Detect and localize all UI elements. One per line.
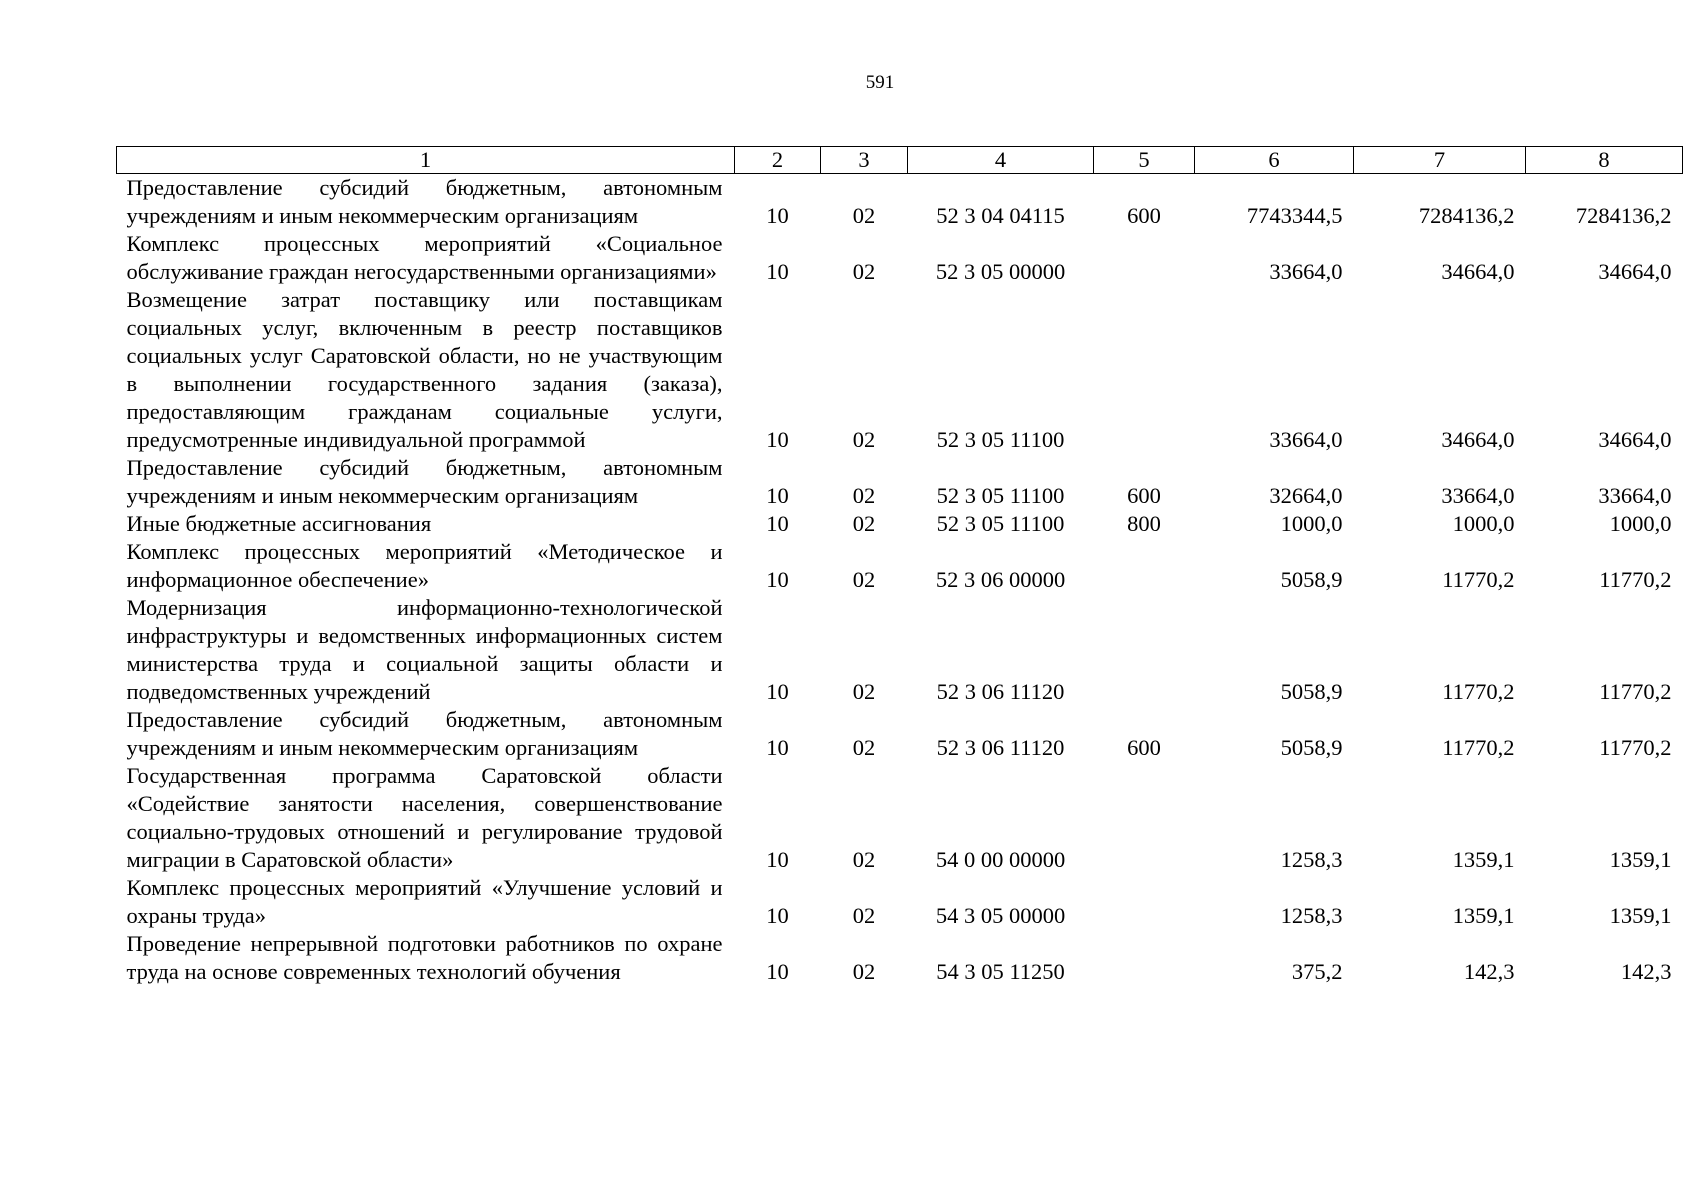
header-row: [117, 147, 1683, 174]
row-expense-type: 600: [1127, 483, 1161, 508]
row-value-8: 34664,0: [1598, 259, 1672, 284]
row-name: [117, 706, 735, 762]
row-value-7: 34664,0: [1441, 427, 1515, 452]
row-name: [117, 510, 735, 538]
row-section: 10: [766, 203, 789, 228]
row-name-text: Комплекс процессных мероприятий «Улучшение условий и охраны труда»: [126, 875, 723, 928]
row-subsection: 02: [852, 511, 876, 536]
row-name: [117, 538, 735, 594]
row-value-7: 1359,1: [1452, 903, 1515, 928]
row-value-7: 33664,0: [1441, 483, 1515, 508]
table-row: [117, 510, 1683, 538]
row-value-8: 1359,1: [1609, 903, 1672, 928]
row-expense-type: [1094, 874, 1195, 930]
table-row: [117, 706, 1683, 762]
row-subsection: 02: [852, 959, 876, 984]
header-col-2: 2: [735, 147, 821, 174]
header-col-7: 7: [1354, 147, 1526, 174]
row-value-6: 5058,9: [1280, 567, 1343, 592]
row-value-6: 33664,0: [1269, 427, 1343, 452]
row-section: 10: [766, 511, 789, 536]
row-name-text: Государственная программа Саратовской области «Содействие занятости населения, совершенствование социально-трудовых отношений и регулирование трудовой миграции в Саратовской области»: [126, 763, 723, 872]
row-name: [117, 762, 735, 874]
row-subsection: 02: [852, 735, 876, 760]
row-section: 10: [766, 903, 789, 928]
row-subsection: 02: [852, 427, 876, 452]
row-section: 10: [766, 959, 789, 984]
row-name: [117, 174, 735, 231]
row-name-text: Проведение непрерывной подготовки работников по охране труда на основе современных технологий обучения: [126, 931, 723, 984]
row-value-6: 1258,3: [1280, 847, 1343, 872]
table-row: [117, 230, 1683, 286]
table-row: [117, 594, 1683, 706]
row-value-6: 1000,0: [1280, 511, 1343, 536]
header-col-8: 8: [1526, 147, 1683, 174]
row-target: 52 3 05 00000: [935, 259, 1066, 284]
row-value-6: 5058,9: [1280, 679, 1343, 704]
row-value-7: 11770,2: [1442, 567, 1515, 592]
table-row: [117, 874, 1683, 930]
row-target: 54 3 05 00000: [935, 903, 1066, 928]
row-target: 52 3 06 11120: [936, 679, 1065, 704]
row-section: 10: [766, 847, 789, 872]
row-value-7: 11770,2: [1442, 679, 1515, 704]
row-expense-type: [1094, 594, 1195, 706]
row-target: 52 3 06 00000: [935, 567, 1066, 592]
row-expense-type: 800: [1127, 511, 1161, 536]
row-target: 52 3 05 11100: [936, 511, 1065, 536]
row-target: 52 3 06 11120: [936, 735, 1065, 760]
row-target: 54 0 00 00000: [935, 847, 1066, 872]
row-subsection: 02: [852, 679, 876, 704]
row-subsection: 02: [852, 903, 876, 928]
row-name-text: Иные бюджетные ассигнования: [126, 511, 432, 536]
row-subsection: 02: [852, 483, 876, 508]
row-value-6: 375,2: [1291, 959, 1343, 984]
row-expense-type: 600: [1127, 735, 1161, 760]
header-col-1: 1: [117, 147, 735, 174]
row-expense-type: [1094, 538, 1195, 594]
row-name: [117, 286, 735, 454]
row-section: 10: [766, 679, 789, 704]
row-name-text: Предоставление субсидий бюджетным, автономным учреждениям и иным некоммерческим организациям: [126, 707, 723, 760]
row-section: 10: [766, 259, 789, 284]
table-row: [117, 454, 1683, 510]
row-expense-type: [1094, 930, 1195, 986]
row-value-8: 1000,0: [1609, 511, 1672, 536]
row-value-8: 11770,2: [1599, 735, 1672, 760]
row-value-8: 142,3: [1620, 959, 1672, 984]
row-value-6: 32664,0: [1269, 483, 1343, 508]
page-number: 591: [865, 72, 895, 93]
row-subsection: 02: [852, 847, 876, 872]
row-target: 52 3 05 11100: [936, 427, 1065, 452]
row-target: 54 3 05 11250: [936, 959, 1065, 984]
row-expense-type: [1094, 230, 1195, 286]
header-col-4: 4: [908, 147, 1094, 174]
row-value-8: 11770,2: [1599, 679, 1672, 704]
row-section: 10: [766, 427, 789, 452]
row-name: [117, 230, 735, 286]
table-row: [117, 174, 1683, 231]
budget-table: [116, 146, 1683, 986]
header-col-3: 3: [821, 147, 908, 174]
row-name: [117, 874, 735, 930]
row-value-8: 7284136,2: [1575, 203, 1672, 228]
row-value-7: 1000,0: [1452, 511, 1515, 536]
row-name-text: Возмещение затрат поставщику или поставщикам социальных услуг, включенным в реестр поставщиков социальных услуг Саратовской области, но не участвующим в выполнении государственного задания (заказа), предоставляющим гражданам социальные услуги, предусмотренные индивидуальной программой: [126, 287, 723, 452]
row-value-6: 1258,3: [1280, 903, 1343, 928]
row-value-7: 7284136,2: [1418, 203, 1515, 228]
row-subsection: 02: [852, 203, 876, 228]
row-name-text: Предоставление субсидий бюджетным, автономным учреждениям и иным некоммерческим организациям: [126, 455, 723, 508]
row-value-7: 142,3: [1463, 959, 1515, 984]
row-value-8: 1359,1: [1609, 847, 1672, 872]
row-value-8: 11770,2: [1599, 567, 1672, 592]
table-header: [117, 147, 1683, 174]
row-subsection: 02: [852, 259, 876, 284]
row-name-text: Предоставление субсидий бюджетным, автономным учреждениям и иным некоммерческим организациям: [126, 175, 723, 228]
table-row: [117, 930, 1683, 986]
row-value-7: 11770,2: [1442, 735, 1515, 760]
row-value-7: 34664,0: [1441, 259, 1515, 284]
row-expense-type: [1094, 286, 1195, 454]
row-section: 10: [766, 483, 789, 508]
row-value-8: 33664,0: [1598, 483, 1672, 508]
header-col-5: 5: [1094, 147, 1195, 174]
table-row: [117, 538, 1683, 594]
row-section: 10: [766, 735, 789, 760]
row-value-7: 1359,1: [1452, 847, 1515, 872]
row-target: 52 3 04 04115: [936, 203, 1065, 228]
row-subsection: 02: [852, 567, 876, 592]
row-value-6: 33664,0: [1269, 259, 1343, 284]
row-name: [117, 454, 735, 510]
row-name-text: Комплекс процессных мероприятий «Методическое и информационное обеспечение»: [126, 539, 723, 592]
row-target: 52 3 05 11100: [936, 483, 1065, 508]
row-value-6: 7743344,5: [1246, 203, 1343, 228]
row-value-6: 5058,9: [1280, 735, 1343, 760]
header-col-6: 6: [1195, 147, 1354, 174]
table-row: [117, 286, 1683, 454]
table-body: [117, 174, 1683, 987]
row-expense-type: 600: [1127, 203, 1161, 228]
row-name: [117, 930, 735, 986]
row-section: 10: [766, 567, 789, 592]
table-row: [117, 762, 1683, 874]
row-name: [117, 594, 735, 706]
row-value-8: 34664,0: [1598, 427, 1672, 452]
row-name-text: Комплекс процессных мероприятий «Социальное обслуживание граждан негосударственными организациями»: [126, 231, 723, 284]
row-name-text: Модернизация информационно-технологической инфраструктуры и ведомственных информационных систем министерства труда и социальной защиты области и подведомственных учреждений: [126, 595, 723, 704]
row-expense-type: [1094, 762, 1195, 874]
